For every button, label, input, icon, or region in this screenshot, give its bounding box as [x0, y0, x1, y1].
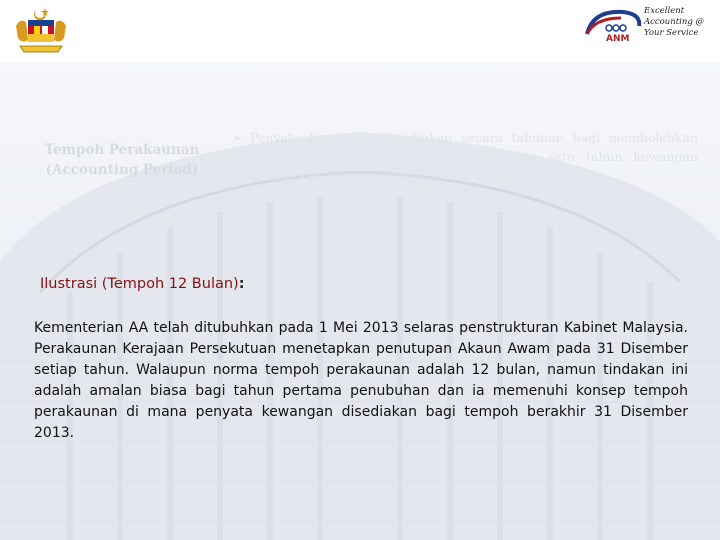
heading-text: Ilustrasi (Tempoh 12 Bulan) [40, 276, 239, 292]
anm-label: ANM [606, 34, 630, 44]
slide-header [0, 0, 720, 62]
faded-title-line: (Accounting Period) [45, 162, 199, 178]
heading-colon: : [238, 276, 245, 292]
tagline-line: Excellent [644, 6, 685, 16]
tagline-line: Your Service [644, 28, 699, 38]
faded-title-line: Tempoh Perakaunan [44, 142, 200, 158]
tagline [644, 6, 716, 39]
malaysia-coat-of-arms-icon [12, 6, 70, 56]
illustration-heading [40, 276, 245, 292]
arrow-bullet-icon: ➢ [232, 130, 243, 145]
faded-bullet-text: Penyata Kewangan disediakan secara tahunan bagi membolehkan prestasi diukur dan dibandingkan antara satu tahun kewangan dengan tahun kewangan yang lain [250, 130, 698, 183]
faded-section-title [22, 140, 222, 180]
faded-bullet [232, 128, 698, 185]
tagline-line: Accounting @ [644, 17, 704, 27]
illustration-paragraph: Kementerian AA telah ditubuhkan pada 1 Mei 2013 selaras penstrukturan Kabinet Malaysia. Perakaunan Kerajaan Persekutuan menetapkan penutupan Akaun Awam pada 31 Disember setiap tahun. Walaupun norma tempoh perakaunan adalah 12 bulan, namun tindakan ini adalah amalan biasa bagi tahun pertama penubuhan dan ia memenuhi konsep tempoh perakaunan di mana penyata kewangan disediakan bagi tempoh berakhir 31 Disember 2013. [34, 320, 688, 441]
